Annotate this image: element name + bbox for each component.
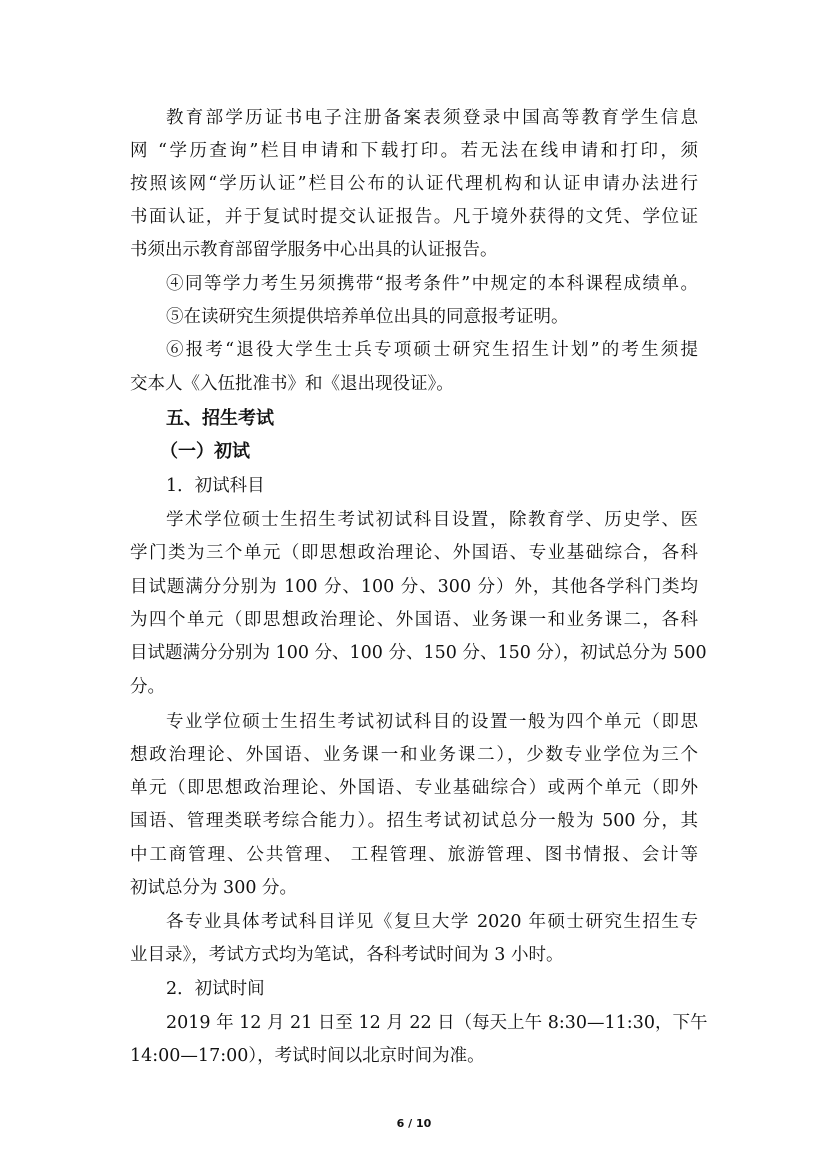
paragraph-line: 中工商管理、公共管理、 工程管理、旅游管理、图书情报、会计等 [130, 845, 698, 865]
list-item: ⑥报考“退役大学生士兵专项硕士研究生招生计划”的考生须提 [166, 340, 698, 360]
paragraph-line: 2019 年 12 月 21 日至 12 月 22 日（每天上午 8:30—11:30，下午 [166, 1013, 708, 1033]
paragraph-line: 目试题满分分别为 100 分、100 分、150 分、150 分），初试总分为 500 [130, 643, 707, 663]
paragraph-line: 教育部学历证书电子注册备案表须登录中国高等教育学生信息 [166, 108, 698, 128]
paragraph-line: 初试总分为 300 分。 [130, 878, 298, 898]
paragraph-line: 网 “学历查询”栏目申请和下载打印。若无法在线申请和打印，须 [130, 141, 698, 161]
subsection-title: 1．初试科目 [166, 476, 265, 496]
paragraph-line: 业目录》，考试方式均为笔试，各科考试时间为 3 小时。 [130, 945, 564, 965]
paragraph-line: 目试题满分分别为 100 分、100 分、300 分）外，其他各学科门类均 [130, 577, 698, 597]
paragraph-line: 各专业具体考试科目详见《复旦大学 2020 年硕士研究生招生专 [166, 912, 698, 932]
paragraph-line: 分。 [130, 677, 165, 697]
paragraph-line: 想政治理论、外国语、业务课一和业务课二），少数专业学位为三个 [130, 745, 698, 765]
paragraph-line: 国语、管理类联考综合能力）。招生考试初试总分一般为 500 分，其 [130, 811, 698, 831]
paragraph-line: 按照该网“学历认证”栏目公布的认证代理机构和认证申请办法进行 [130, 174, 698, 194]
subsection-heading: （一）初试 [160, 441, 250, 462]
paragraph-line: 专业学位硕士生招生考试初试科目的设置一般为四个单元（即思 [166, 712, 698, 732]
list-item: ⑤在读研究生须提供培养单位出具的同意报考证明。 [166, 307, 569, 327]
page-number: 6 / 10 [396, 1117, 432, 1130]
list-item: ④同等学力考生另须携带“报考条件”中规定的本科课程成绩单。 [166, 274, 698, 294]
section-heading: 五、招生考试 [166, 408, 274, 429]
paragraph-line: 学术学位硕士生招生考试初试科目设置，除教育学、历史学、医 [166, 510, 698, 530]
list-item: 交本人《入伍批准书》和《退出现役证》。 [130, 374, 454, 394]
paragraph-line: 单元（即思想政治理论、外国语、专业基础综合）或两个单元（即外 [130, 778, 698, 798]
paragraph-line: 14:00—17:00），考试时间以北京时间为准。 [130, 1046, 485, 1066]
paragraph-line: 书须出示教育部留学服务中心出具的认证报告。 [130, 240, 498, 260]
paragraph-line: 为四个单元（即思想政治理论、外国语、业务课一和业务课二，各科 [130, 610, 698, 630]
subsection-title: 2．初试时间 [166, 979, 265, 999]
paragraph-line: 书面认证，并于复试时提交认证报告。凡于境外获得的文凭、学位证 [130, 207, 698, 227]
paragraph-line: 学门类为三个单元（即思想政治理论、外国语、专业基础综合，各科 [130, 543, 698, 563]
